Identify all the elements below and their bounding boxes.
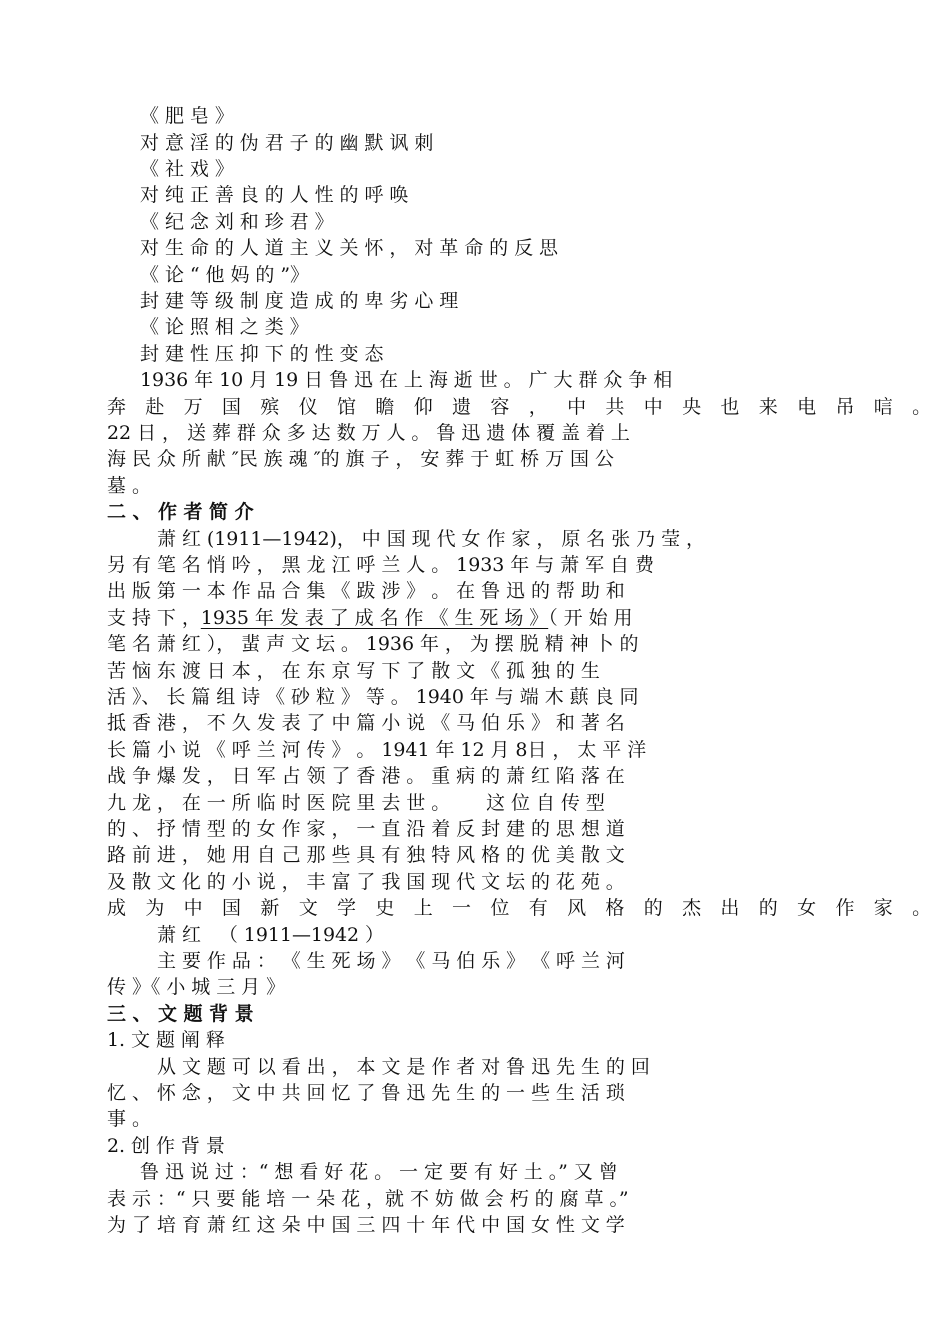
work-title-village-opera: 《 社 戏 》 — [140, 158, 234, 180]
section-heading-background: 三 、 文 题 背 景 — [107, 1003, 254, 1025]
paragraph-line: 长 篇 小 说 《 呼 兰 河 传 》 。 1941 年 12 月 8日 ， 太 平 洋 — [107, 739, 647, 761]
paragraph-line: 为 了 培 育 萧 红 这 朵 中 国 三 四 十 年 代 中 国 女 性 文 学 — [107, 1214, 625, 1236]
paragraph-line: 奔 赴 万 国 殡 仪 馆 瞻 仰 遗 容 ， 中 共 中 央 也 来 电 吊 唁 。 — [107, 396, 938, 418]
paragraph-line: 笔 名 萧 红 ）， 蜚 声 文 坛 。 1936 年 ， 为 摆 脱 精 神 卜 的 — [107, 633, 639, 655]
work-title-photography: 《 论 照 相 之 类 》 — [140, 316, 309, 338]
work-note-soap: 对 意 淫 的 伪 君 子 的 幽 默 讽 刺 — [140, 132, 434, 154]
main-works-line: 主 要 作 品 ： 《 生 死 场 》 《 马 伯 乐 》 《 呼 兰 河 — [157, 950, 625, 972]
work-note-photography: 封 建 性 压 抑 下 的 性 变 态 — [140, 343, 384, 365]
work-note-tamade: 封 建 等 级 制 度 造 成 的 卑 劣 心 理 — [140, 290, 459, 312]
work-title-soap: 《 肥 皂 》 — [140, 105, 234, 127]
work-title-tamade: 《 论 “ 他 妈 的 ”》 — [140, 264, 309, 286]
main-works-line: 传 》《 小 城 三 月 》 — [107, 976, 286, 998]
paragraph-line: 活 》、 长 篇 组 诗 《 砂 粒 》 等 。 1940 年 与 端 木 蕻 良 同 — [107, 686, 639, 708]
paragraph-line: 及 散 文 化 的 小 说 ， 丰 富 了 我 国 现 代 文 坛 的 花 苑 。 — [107, 871, 625, 893]
text-segment: （ 开 始 用 — [548, 607, 633, 629]
paragraph-line: 苦 恼 东 渡 日 本 ， 在 东 京 写 下 了 散 文 《 孤 独 的 生 — [107, 660, 600, 682]
paragraph-line: 另 有 笔 名 悄 吟 ， 黑 龙 江 呼 兰 人 。 1933 年 与 萧 军 自 费 — [107, 554, 654, 576]
paragraph-line: 出 版 第 一 本 作 品 合 集 《 跋 涉 》 。 在 鲁 迅 的 帮 助 和 — [107, 580, 625, 602]
paragraph-line: 的 、 抒 情 型 的 女 作 家 ， 一 直 沿 着 反 封 建 的 思 想 道 — [107, 818, 625, 840]
author-dates: 萧 红 （ 1911—1942 ） — [157, 924, 384, 946]
underlined-text: 1935 年 发 表 了 成 名 作 《 生 死 场 》 — [200, 607, 549, 629]
paragraph-line: 1936 年 10 月 19 日 鲁 迅 在 上 海 逝 世 。 广 大 群 众 争 相 — [140, 369, 673, 391]
paragraph-line: 墓 。 — [107, 475, 151, 497]
paragraph-line: 战 争 爆 发 ， 日 军 占 领 了 香 港 。 重 病 的 萧 红 陷 落 在 — [107, 765, 625, 787]
subheading-title-explanation: 1. 文 题 阐 释 — [107, 1029, 225, 1051]
paragraph-line: 九 龙 ， 在 一 所 临 时 医 院 里 去 世 。 这 位 自 传 型 — [107, 792, 605, 814]
paragraph-line: 表 示 ：“ 只 要 能 培 一 朵 花 ，就 不 妨 做 会 朽 的 腐 草 。” — [107, 1188, 629, 1210]
paragraph-line: 抵 香 港 ， 不 久 发 表 了 中 篇 小 说 《 马 伯 乐 》 和 著 名 — [107, 712, 625, 734]
paragraph-line: 鲁 迅 说 过 ：“ 想 看 好 花 。 一 定 要 有 好 土 。” 又 曾 — [140, 1161, 618, 1183]
paragraph-line: 成 为 中 国 新 文 学 史 上 一 位 有 风 格 的 杰 出 的 女 作 家 。 — [107, 897, 938, 919]
section-heading-author: 二 、 作 者 简 介 — [107, 501, 254, 523]
paragraph-line: 路 前 进 ， 她 用 自 己 那 些 具 有 独 特 风 格 的 优 美 散 文 — [107, 844, 625, 866]
paragraph-line: 事 。 — [107, 1108, 151, 1130]
paragraph-line: 萧 红 (1911—1942)， 中 国 现 代 女 作 家 ， 原 名 张 乃 莹 ， — [157, 528, 705, 550]
subheading-creation-background: 2. 创 作 背 景 — [107, 1135, 225, 1157]
work-title-liu-hezhen: 《 纪 念 刘 和 珍 君 》 — [140, 211, 334, 233]
paragraph-line: 22 日 ， 送 葬 群 众 多 达 数 万 人 。 鲁 迅 遗 体 覆 盖 着 上 — [107, 422, 630, 444]
text-segment: 支 持 下 ， — [107, 607, 201, 629]
paragraph-line: 海 民 众 所 献 ″民 族 魂 ″的 旗 子 ， 安 葬 于 虹 桥 万 国 公 — [107, 448, 614, 470]
paragraph-line — [107, 605, 950, 631]
work-note-liu-hezhen: 对 生 命 的 人 道 主 义 关 怀 ， 对 革 命 的 反 思 — [140, 237, 558, 259]
paragraph-line: 忆 、 怀 念 ， 文 中 共 回 忆 了 鲁 迅 先 生 的 一 些 生 活 琐 — [107, 1082, 625, 1104]
work-note-village-opera: 对 纯 正 善 良 的 人 性 的 呼 唤 — [140, 184, 409, 206]
paragraph-line: 从 文 题 可 以 看 出 ， 本 文 是 作 者 对 鲁 迅 先 生 的 回 — [157, 1056, 650, 1078]
